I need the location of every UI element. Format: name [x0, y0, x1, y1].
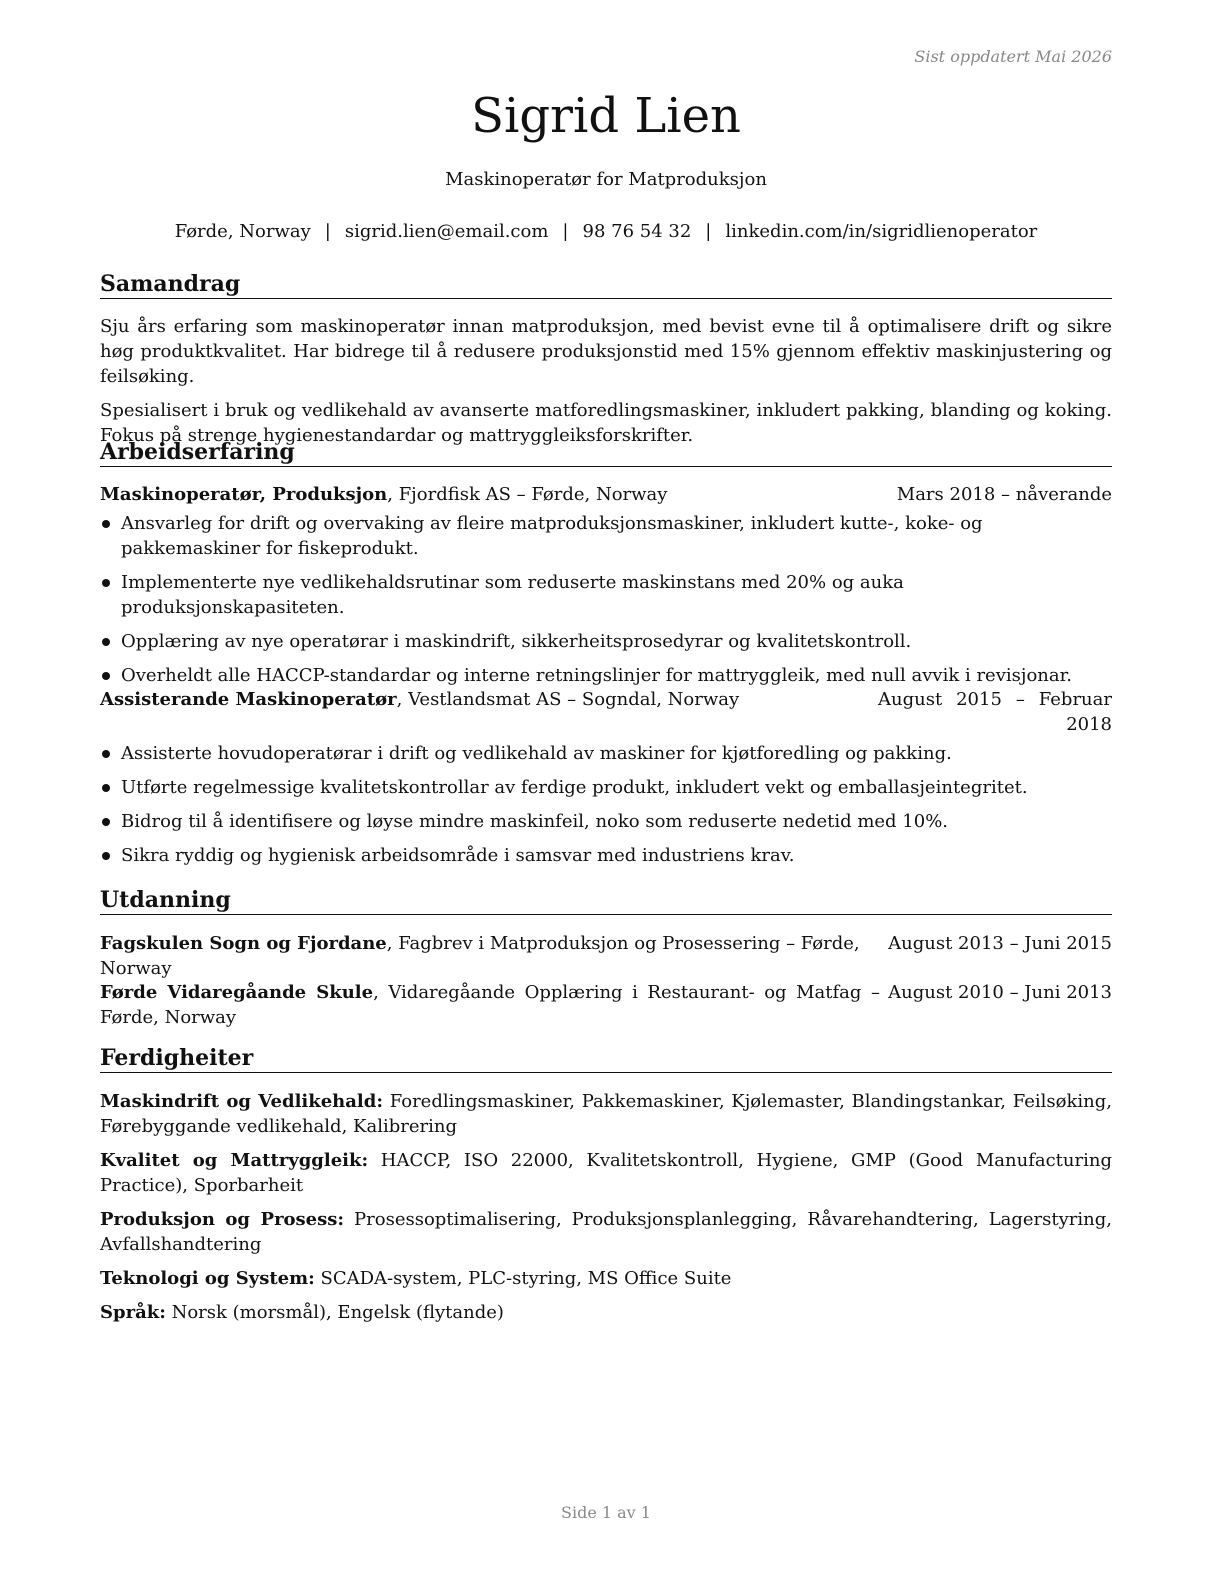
- bullet-icon: [102, 852, 110, 860]
- job-header: [100, 687, 1112, 737]
- bullet-text: Bidrog til å identifisere og løyse mindre maskinfeil, noko som reduserte nedetid med 10%.: [121, 811, 949, 832]
- bullet-text: Assisterte hovudoperatørar i drift og vedlikehald av maskiner for kjøtforedling og pakking.: [121, 743, 952, 764]
- resume-page: [100, 0, 1112, 1584]
- job-bullets: [100, 741, 1112, 868]
- skill-row: [100, 1266, 1112, 1291]
- skill-label: Maskindrift og Vedlikehald:: [100, 1091, 383, 1112]
- skill-value: HACCP, ISO 22000, Kvalitetskontroll, Hygiene, GMP (Good Manufacturing Practice), Sporbarheit: [100, 1150, 1112, 1196]
- bullet-icon: [102, 672, 110, 680]
- bullet-text: Implementerte nye vedlikehaldsrutinar som reduserte maskinstans med 20% og auka produksjonskapasiteten.: [121, 572, 904, 618]
- education-header: [100, 931, 1112, 981]
- skill-label: Språk:: [100, 1302, 166, 1323]
- job-org: , Vestlandsmat AS – Sogndal, Norway: [396, 689, 740, 710]
- job-title-line: [100, 687, 840, 712]
- candidate-name: Sigrid Lien: [471, 88, 741, 144]
- skill-row: [100, 1089, 1112, 1139]
- job-dates: Mars 2018 – nåverande: [896, 484, 1112, 505]
- contact-email[interactable]: sigrid.lien@email.com: [344, 221, 549, 242]
- list-item: [100, 663, 1112, 688]
- skill-label: Produksjon og Prosess:: [100, 1209, 345, 1230]
- contact-location: Førde, Norway: [174, 221, 311, 242]
- skill-label: Teknologi og System:: [100, 1268, 315, 1289]
- section-heading-education: Utdanning: [100, 886, 1112, 915]
- contact-separator: |: [705, 221, 712, 242]
- list-item: [100, 629, 1112, 654]
- bullet-text: Utførte regelmessige kvalitetskontrollar av ferdige produkt, inkludert vekt og emballasjeintegritet.: [121, 777, 1028, 798]
- last-updated: Sist oppdatert Mai 2026: [914, 47, 1112, 66]
- job-role: Maskinoperatør, Produksjon: [100, 484, 388, 505]
- contact-linkedin[interactable]: linkedin.com/in/sigridlienoperator: [725, 221, 1038, 242]
- list-item: [100, 570, 1112, 620]
- bullet-icon: [102, 579, 110, 587]
- job-bullets: [100, 511, 1112, 688]
- job-entry: [100, 482, 1112, 697]
- education-line: [100, 931, 880, 981]
- bullet-icon: [102, 520, 110, 528]
- bullet-text: Opplæring av nye operatørar i maskindrift, sikkerheitsprosedyrar og kvalitetskontroll.: [121, 631, 912, 652]
- education-entry: [100, 931, 1112, 981]
- list-item: [100, 775, 1112, 800]
- education-detail: , Fagbrev i Matproduksjon og Prosessering – Førde, Norway: [100, 933, 860, 979]
- job-title: Maskinoperatør for Matproduksjon: [445, 169, 767, 190]
- summary-paragraph: Sju års erfaring som maskinoperatør innan matproduksjon, med bevist evne til å optimalisere drift og sikre høg produktkvalitet. Har bidrege til å redusere produksjonstid med 15% gjennom effektiv maskinjustering og feilsøking.: [100, 316, 1112, 387]
- list-item: [100, 511, 1112, 561]
- education-detail: , Vidaregåande Opplæring i Restaurant- og Matfag – Førde, Norway: [100, 982, 880, 1028]
- skill-value: SCADA-system, PLC-styring, MS Office Suite: [314, 1268, 732, 1289]
- page-number: Side 1 av 1: [561, 1503, 651, 1522]
- section-heading-skills: Ferdigheiter: [100, 1044, 1112, 1073]
- skills-section: [100, 1089, 1112, 1334]
- summary-paragraph: Spesialisert i bruk og vedlikehald av avanserte matforedlingsmaskiner, inkludert pakking, blanding og koking. Fokus på strenge hygienestandardar og mattryggleiksforskrifter.: [100, 400, 1112, 446]
- skill-value: Foredlingsmaskiner, Pakkemaskiner, Kjølemaster, Blandingstankar, Feilsøking, Førebyggande vedlikehald, Kalibrering: [100, 1091, 1112, 1137]
- skill-value: Prosessoptimalisering, Produksjonsplanlegging, Råvarehandtering, Lagerstyring, Avfallshandtering: [100, 1209, 1112, 1255]
- education-line: [100, 980, 880, 1030]
- list-item: [100, 741, 1112, 766]
- school-name: Førde Vidaregåande Skule: [100, 982, 374, 1003]
- skill-value: Norsk (morsmål), Engelsk (flytande): [165, 1302, 504, 1323]
- skill-row: [100, 1300, 1112, 1325]
- list-item: [100, 809, 1112, 834]
- job-org: , Fjordfisk AS – Førde, Norway: [387, 484, 668, 505]
- skill-label: Kvalitet og Mattryggleik:: [100, 1150, 369, 1171]
- education-dates: August 2010 – Juni 2013: [888, 982, 1112, 1003]
- section-heading-experience: Arbeidserfaring: [100, 438, 1112, 467]
- job-header: [100, 482, 1112, 507]
- bullet-text: Overheldt alle HACCP-standardar og interne retningslinjer for mattryggleik, med null avvik i revisjonar.: [121, 665, 1072, 686]
- bullet-text: Ansvarleg for drift og overvaking av fleire matproduksjonsmaskiner, inkludert kutte-, koke- og pakkemaskiner for fiskeprodukt.: [121, 513, 983, 559]
- section-heading-summary: Samandrag: [100, 270, 1112, 299]
- education-entry: [100, 980, 1112, 1030]
- skill-row: [100, 1148, 1112, 1198]
- bullet-icon: [102, 784, 110, 792]
- job-role: Assisterande Maskinoperatør: [100, 689, 397, 710]
- job-title-line: [100, 482, 840, 507]
- contact-separator: |: [324, 221, 331, 242]
- job-entry: [100, 687, 1112, 877]
- bullet-icon: [102, 638, 110, 646]
- school-name: Fagskulen Sogn og Fjordane: [100, 933, 387, 954]
- skill-row: [100, 1207, 1112, 1257]
- bullet-text: Sikra ryddig og hygienisk arbeidsområde i samsvar med industriens krav.: [121, 845, 795, 866]
- education-dates: August 2013 – Juni 2015: [888, 933, 1112, 954]
- bullet-icon: [102, 818, 110, 826]
- job-dates: August 2015 – Februar 2018: [878, 689, 1112, 735]
- contact-line: [100, 219, 1112, 244]
- education-header: [100, 980, 1112, 1030]
- bullet-icon: [102, 750, 110, 758]
- list-item: [100, 843, 1112, 868]
- summary-section: [100, 314, 1112, 448]
- contact-phone: 98 76 54 32: [582, 221, 692, 242]
- contact-separator: |: [562, 221, 569, 242]
